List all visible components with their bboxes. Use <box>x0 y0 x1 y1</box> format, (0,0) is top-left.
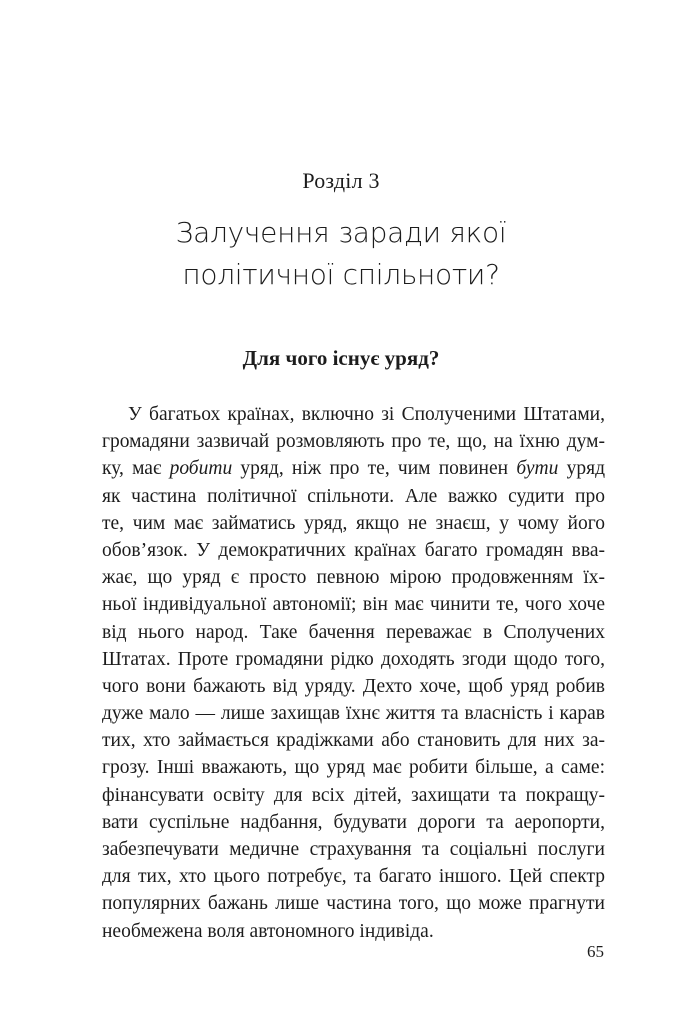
paragraph-line: тих, хто займається крадіжками або становить для них за- <box>102 730 605 752</box>
paragraph-line: громадяни зазвичай розмовляють про те, що, на їхню дум- <box>102 431 605 453</box>
page-number: 65 <box>587 942 604 961</box>
chapter-title-line: Залучення заради якої <box>175 216 507 249</box>
section-heading: Для чого існує уряд? <box>242 346 440 370</box>
paragraph-line: У багатьох країнах, включно зі Сполученими Штатами, <box>128 404 605 425</box>
paragraph-line: ку, має робити уряд, ніж про те, чим повинен бути уряд <box>102 458 605 480</box>
paragraph-line: популярних бажань лише частина того, що може прагнути <box>102 893 605 915</box>
paragraph-line: як частина політичної спільноти. Але важко судити про <box>102 485 605 507</box>
paragraph-line: те, чим має займатись уряд, якщо не знаєш, у чому його <box>102 512 605 534</box>
paragraph-line: від нього народ. Таке бачення переважає в Сполучених <box>102 621 605 643</box>
paragraph-line: Штатах. Проте громадяни рідко доходять згоди щодо того, <box>102 648 605 670</box>
chapter-title <box>0 212 682 296</box>
paragraph-line: чого вони бажають від уряду. Дехто хоче, щоб уряд робив <box>102 675 605 697</box>
paragraph-line: обов’язок. У демократичних країнах багато громадян вва- <box>102 539 605 561</box>
paragraph-line: грозу. Інші вважають, що уряд має робити більше, а саме: <box>102 757 605 779</box>
paragraph-line: жає, що уряд є просто певною мірою продовженням їх- <box>102 567 605 589</box>
paragraph-line: дуже мало — лише захищав їхнє життя та власність і карав <box>102 703 605 725</box>
chapter-title-line: політичної спільноти? <box>182 258 500 291</box>
paragraph-line: необмежена воля автономного індивіда. <box>102 920 434 942</box>
paragraph-line: фінансувати освіту для всіх дітей, захищати та покращу- <box>102 784 605 806</box>
paragraph-line: ньої індивідуальної автономії; він має чинити те, чого хоче <box>102 594 605 616</box>
body-paragraph <box>102 401 605 945</box>
chapter-label: Розділ 3 <box>302 168 380 193</box>
paragraph-line: для тих, хто цього потребує, та багато іншого. Цей спектр <box>102 866 605 888</box>
paragraph-line: вати суспільне надбання, будувати дороги та аеропорти, <box>102 811 605 833</box>
paragraph-line: забезпечувати медичне страхування та соціальні послуги <box>102 839 605 860</box>
